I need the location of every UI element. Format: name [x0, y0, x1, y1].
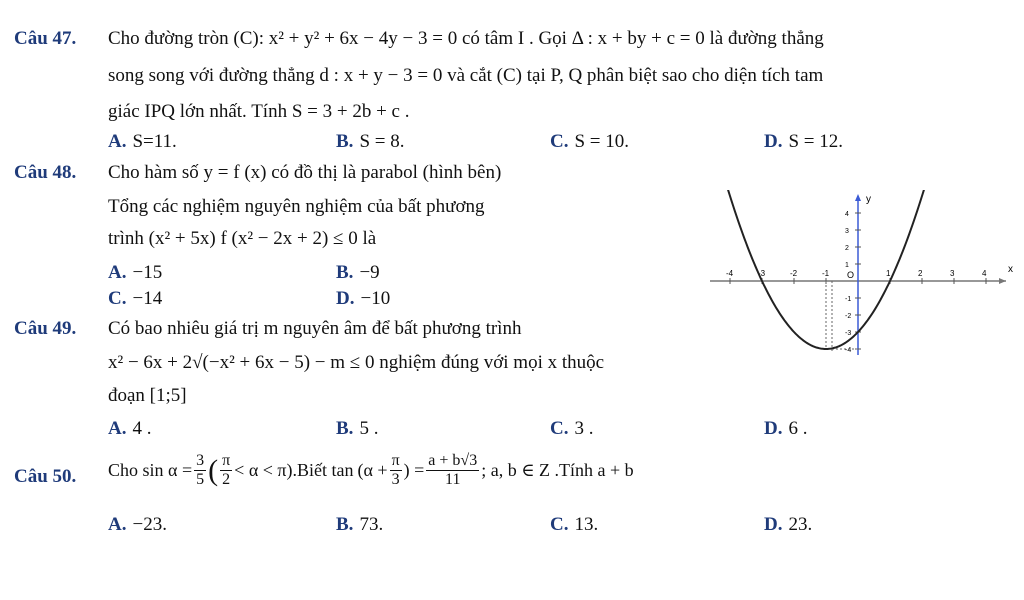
fraction — [426, 452, 479, 489]
option-d[interactable] — [336, 288, 390, 310]
y-tick-label: -3 — [845, 330, 852, 337]
option-a[interactable] — [108, 514, 167, 536]
x-tick-label: 1 — [886, 269, 891, 278]
y-tick-label: -1 — [845, 296, 852, 303]
option-key: C. — [550, 418, 569, 439]
parabola-graph — [700, 190, 1016, 365]
question-text-line — [108, 452, 634, 489]
option-text: −10 — [360, 288, 391, 309]
y-tick-label: -2 — [845, 313, 852, 320]
option-key: D. — [764, 418, 783, 439]
option-c[interactable] — [550, 514, 598, 536]
option-text: 73. — [359, 514, 384, 535]
option-a[interactable] — [108, 131, 177, 153]
option-a[interactable] — [108, 262, 162, 284]
option-text: S=11. — [132, 131, 177, 152]
option-text: S = 8. — [359, 131, 405, 152]
option-text: −23. — [132, 514, 167, 535]
y-tick-label: 4 — [845, 211, 849, 218]
option-key: A. — [108, 514, 127, 535]
option-text: 13. — [574, 514, 599, 535]
text-segment: ; a, b ∈ Z .Tính a + b — [481, 460, 634, 480]
option-c[interactable] — [550, 418, 593, 440]
text-segment: (α + — [357, 460, 388, 480]
y-tick-label: -4 — [845, 347, 852, 354]
question-text-line: đoạn [1;5] — [108, 385, 187, 406]
fraction-numerator: π — [222, 452, 231, 469]
option-c[interactable] — [108, 288, 162, 310]
option-text: 5 . — [359, 418, 379, 439]
option-b[interactable] — [336, 131, 404, 153]
question-text-line: Có bao nhiêu giá trị m nguyên âm để bất phương trình — [108, 318, 522, 339]
x-tick-label: -3 — [758, 269, 766, 278]
question-text-line: giác IPQ lớn nhất. Tính S = 3 + 2b + c . — [108, 101, 410, 122]
question-number: Câu 49. — [14, 318, 77, 339]
y-tick-label: 1 — [845, 262, 849, 269]
fraction-denominator: 2 — [222, 471, 231, 488]
option-text: 4 . — [132, 418, 152, 439]
question-number: Câu 48. — [14, 162, 77, 183]
fraction-denominator: 11 — [445, 471, 461, 488]
question-text-line: x² − 6x + 2√(−x² + 6x − 5) − m ≤ 0 nghiệm đúng với mọi x thuộc — [108, 352, 605, 373]
question-text-line: Cho hàm số y = f (x) có đồ thị là parabol (hình bên) — [108, 162, 502, 183]
y-tick-label: 2 — [845, 245, 849, 252]
option-key: C. — [108, 288, 127, 309]
option-d[interactable] — [764, 514, 812, 536]
option-text: S = 10. — [574, 131, 630, 152]
option-b[interactable] — [336, 262, 380, 284]
option-key: B. — [336, 418, 354, 439]
option-text: 3 . — [574, 418, 594, 439]
option-a[interactable] — [108, 418, 151, 440]
fraction-numerator: π — [391, 452, 400, 469]
guide-lines — [824, 281, 858, 351]
option-key: A. — [108, 418, 127, 439]
question-number: Câu 47. — [14, 28, 77, 49]
option-text: −9 — [359, 262, 380, 283]
y-axis-arrow — [855, 194, 861, 201]
x-tick-label: 3 — [950, 269, 955, 278]
fraction-denominator: 3 — [391, 471, 400, 488]
question-text-line: Tổng các nghiệm nguyên nghiệm của bất phương — [108, 196, 485, 217]
x-tick-label: 4 — [982, 269, 987, 278]
option-text: −14 — [132, 288, 163, 309]
text-segment: ).Biết tan — [286, 460, 354, 480]
option-d[interactable] — [764, 131, 843, 153]
text-segment: < α < π — [234, 460, 287, 480]
option-text: S = 12. — [788, 131, 844, 152]
option-b[interactable] — [336, 514, 383, 536]
question-number: Câu 50. — [14, 466, 77, 487]
x-tick-label: -1 — [822, 269, 830, 278]
fraction-numerator: 3 — [196, 452, 205, 469]
question-text-line: Cho đường tròn (C): x² + y² + 6x − 4y − 3 = 0 có tâm I . Gọi Δ : x + by + c = 0 là đường thẳng — [108, 28, 824, 49]
option-text: 23. — [788, 514, 813, 535]
fraction-numerator: a + b√3 — [428, 452, 478, 469]
x-tick-label: -4 — [726, 269, 734, 278]
text-segment: Cho sin α = — [108, 460, 193, 480]
x-tick-label: -2 — [790, 269, 798, 278]
y-tick-label: 3 — [845, 228, 849, 235]
graph-plot — [710, 190, 1013, 355]
option-text: −15 — [132, 262, 163, 283]
origin-label: O — [847, 270, 855, 280]
text-segment: ) = — [403, 460, 425, 480]
option-key: B. — [336, 514, 354, 535]
option-c[interactable] — [550, 131, 629, 153]
option-d[interactable] — [764, 418, 807, 440]
y-axis-label: y — [866, 194, 871, 205]
fraction — [220, 452, 232, 489]
option-key: D. — [764, 514, 783, 535]
option-key: A. — [108, 262, 127, 283]
x-axis-label: x — [1008, 264, 1013, 275]
x-tick-label: 2 — [918, 269, 923, 278]
x-axis-arrow — [999, 278, 1006, 284]
option-key: C. — [550, 514, 569, 535]
option-key: B. — [336, 131, 354, 152]
text-segment: ( — [208, 453, 219, 487]
option-key: D. — [764, 131, 783, 152]
fraction — [194, 452, 206, 489]
option-key: B. — [336, 262, 354, 283]
option-key: D. — [336, 288, 355, 309]
option-b[interactable] — [336, 418, 378, 440]
question-text-line: trình (x² + 5x) f (x² − 2x + 2) ≤ 0 là — [108, 228, 377, 249]
option-key: A. — [108, 131, 127, 152]
option-key: C. — [550, 131, 569, 152]
fraction-denominator: 5 — [196, 471, 205, 488]
question-text-line: song song với đường thẳng d : x + y − 3 = 0 và cắt (C) tại P, Q phân biệt sao cho diện tích tam — [108, 65, 824, 86]
option-text: 6 . — [788, 418, 808, 439]
fraction — [390, 452, 402, 489]
